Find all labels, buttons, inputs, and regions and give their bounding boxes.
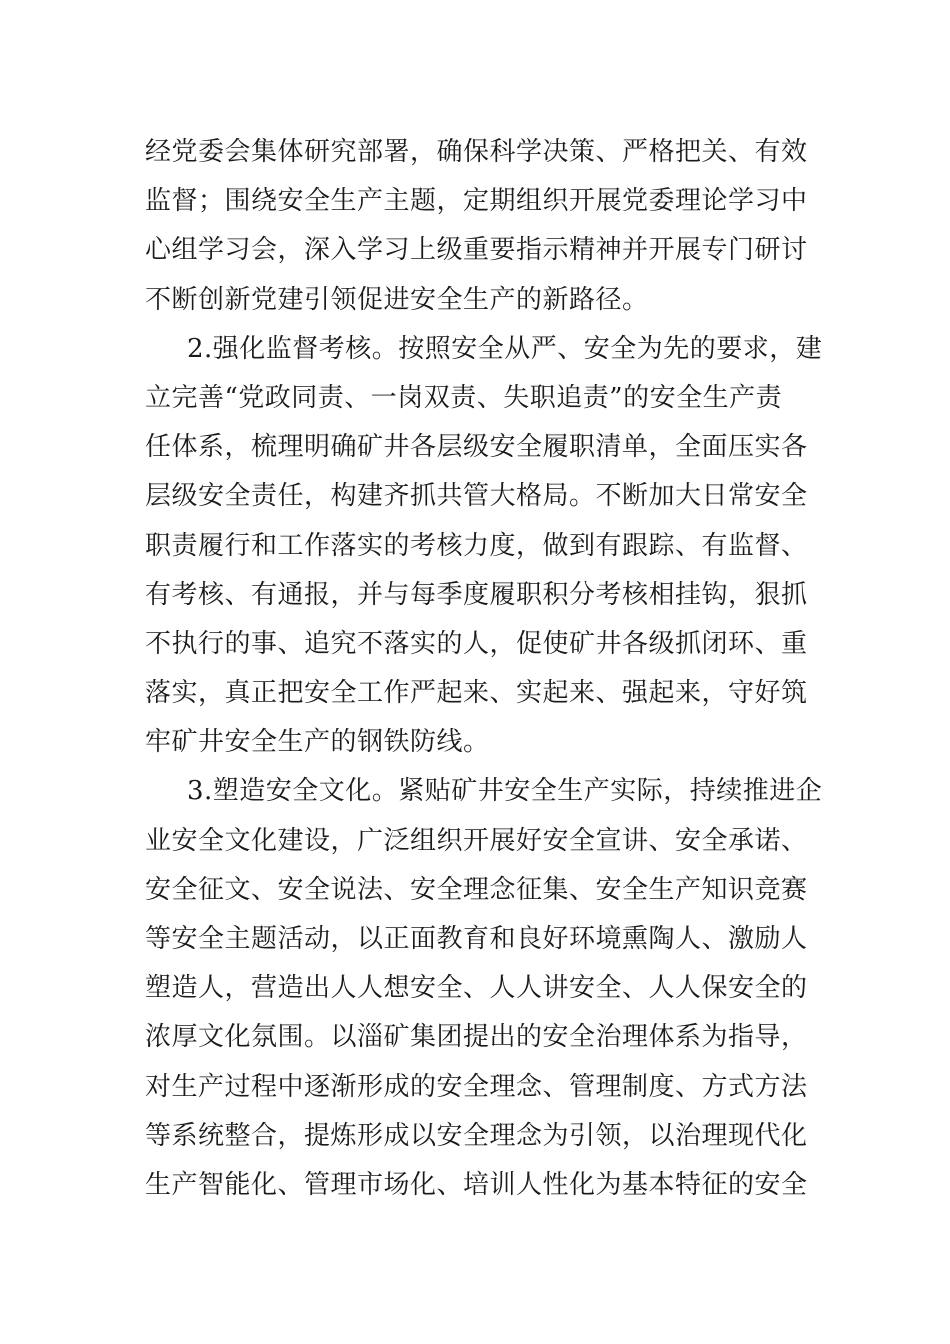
text-line: 牢矿井安全生产的钢铁防线。 [145, 727, 490, 758]
text-line: 浓厚文化氛围。以淄矿集团提出的安全治理体系为指导， [145, 1022, 808, 1053]
text-line: 不断创新党建引领促进安全生产的新路径。 [145, 284, 649, 315]
text-line: 有考核、有通报，并与每季度履职积分考核相挂钩，狠抓 [145, 579, 808, 610]
text-line: 等系统整合，提炼形成以安全理念为引领，以治理现代化 [145, 1120, 808, 1151]
paragraph-2-heading-line: 2.强化监督考核。按照安全从严、安全为先的要求，建 [187, 333, 823, 364]
text-line: 生产智能化、管理市场化、培训人性化为基本特征的安全 [145, 1169, 808, 1200]
text-line: 层级安全责任，构建齐抓共管大格局。不断加大日常安全 [145, 481, 808, 512]
text-line: 立完善“党政同责、一岗双责、失职追责”的安全生产责 [145, 382, 783, 413]
text-line: 等安全主题活动，以正面教育和良好环境熏陶人、激励人 [145, 924, 808, 954]
text-line: 不执行的事、追究不落实的人，促使矿井各级抓闭环、重 [145, 628, 808, 659]
text-line: 职责履行和工作落实的考核力度，做到有跟踪、有监督、 [145, 530, 808, 561]
text-line: 任体系，梳理明确矿井各层级安全履职清单，全面压实各 [145, 432, 808, 463]
text-line: 安全征文、安全说法、安全理念征集、安全生产知识竞赛 [145, 874, 808, 905]
text-line: 经党委会集体研究部署，确保科学决策、严格把关、有效 [145, 137, 808, 167]
text-line: 监督；围绕安全生产主题，定期组织开展党委理论学习中 [145, 186, 808, 217]
text-line: 心组学习会，深入学习上级重要指示精神并开展专门研讨 [145, 235, 808, 266]
text-line: 塑造人，营造出人人想安全、人人讲安全、人人保安全的 [145, 973, 808, 1004]
text-line: 业安全文化建设，广泛组织开展好安全宣讲、安全承诺、 [145, 825, 808, 856]
text-line: 对生产过程中逐渐形成的安全理念、管理制度、方式方法 [145, 1071, 808, 1102]
paragraph-3-heading-line: 3.塑造安全文化。紧贴矿井安全生产实际，持续推进企 [187, 776, 823, 807]
document-body [145, 128, 823, 1210]
text-line: 落实，真正把安全工作严起来、实起来、强起来，守好筑 [145, 678, 808, 709]
